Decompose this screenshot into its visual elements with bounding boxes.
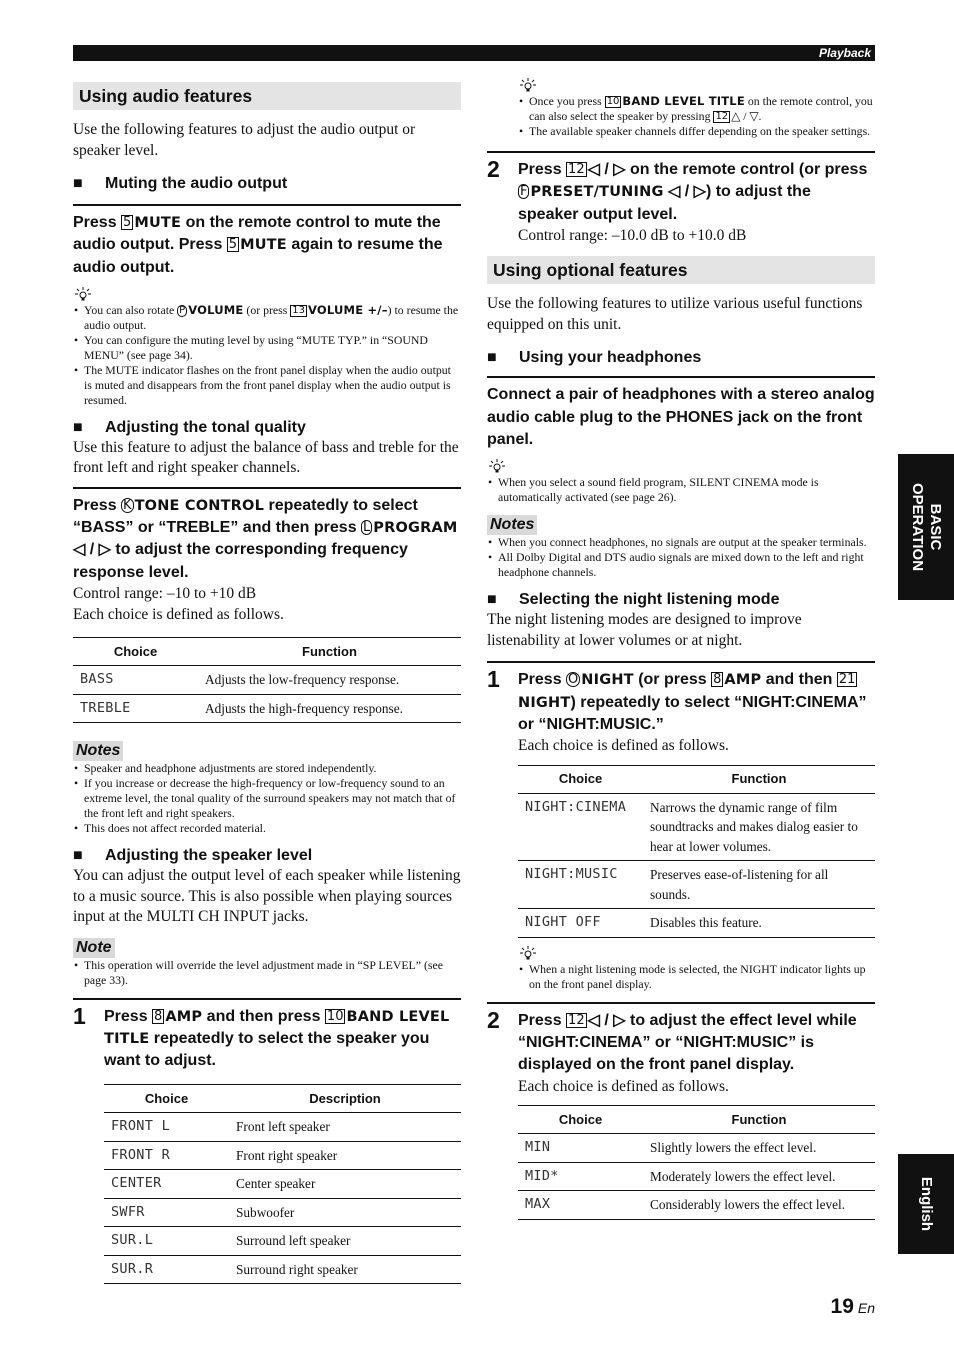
key-12-icon: 12: [568, 1012, 585, 1028]
key-8-icon: 8: [154, 1008, 163, 1024]
speaker-level-heading: ■ Adjusting the speaker level: [73, 847, 313, 865]
step-instruction: Press O NIGHT (or press 8 AMP and then 21NIGHT) repeatedly to select “NIGHT:CINEMA” or “NIGHT:MUSIC.”: [518, 671, 867, 733]
tonal-table: [73, 637, 461, 723]
list-item: • You can also rotate P VOLUME (or press 13 VOLUME +/–) to resume the audio output.: [73, 303, 461, 333]
step-instruction: Press 8 AMP and then press 10 BAND LEVEL TITLE repeatedly to select the speaker you want to adjust.: [104, 1007, 450, 1070]
key-8-icon: 8: [713, 672, 722, 688]
table-header: Description: [229, 1085, 461, 1113]
tonal-instruction: Press K TONE CONTROL repeatedly to select “BASS” or “TREBLE” and then press L PROGRAM ◁ / ▷ to adjust the corresponding frequency response level.: [73, 487, 461, 584]
list-item: • When you select a sound field program, SILENT CINEMA mode is automatically activated (see page 26).: [487, 475, 875, 505]
table-row: MID* Moderately lowers the effect level.: [518, 1162, 875, 1191]
key-21-icon: 21: [838, 672, 856, 688]
tonal-range: Control range: –10 to +10 dB: [73, 585, 257, 603]
speaker-table: [104, 1084, 461, 1284]
speaker-range: Control range: –10.0 dB to +10.0 dB: [518, 226, 747, 244]
key-5-icon: 5: [228, 237, 238, 253]
table-row: SUR.R Surround right speaker: [104, 1255, 461, 1284]
tip-icon: [519, 78, 875, 92]
section-title-audio-features: Using audio features: [73, 82, 461, 110]
notes-label: Notes: [73, 741, 123, 761]
speaker-step-2: [487, 151, 875, 246]
night-heading: ■ Selecting the night listening mode: [487, 591, 780, 609]
list-item: • If you increase or decrease the high-frequency or low-frequency sound to an extreme level, the tonal quality of the surround speakers may not match that of the front left and right speakers.: [73, 776, 461, 821]
table-header: Function: [643, 1106, 875, 1134]
step-instruction: Press 12 ◁ / ▷ on the remote control (or press F PRESET/TUNING ◁ / ▷) to adjust the speaker output level.: [518, 161, 868, 223]
header-bar: [73, 45, 875, 61]
page-number: 19 En: [830, 1295, 875, 1318]
table-row: TREBLE Adjusts the high-frequency response.: [73, 694, 461, 723]
mute-heading: ■ Muting the audio output: [73, 175, 288, 192]
headphones-instruction: Connect a pair of headphones with a stereo analog audio cable plug to the PHONES jack on the front panel.: [487, 376, 875, 451]
table-row: MIN Slightly lowers the effect level.: [518, 1134, 875, 1163]
note-label: Note: [73, 938, 115, 958]
step-instruction: Press 12 ◁ / ▷ to adjust the effect level while “NIGHT:CINEMA” or “NIGHT:MUSIC” is displayed on the front panel display.: [518, 1011, 857, 1074]
mute-tips: [73, 303, 461, 408]
optional-intro: Use the following features to utilize various useful functions equipped on this unit.: [487, 295, 863, 333]
side-tab-english[interactable]: English: [898, 1154, 954, 1254]
table-row: NIGHT:MUSIC Preserves ease-of-listening for all sounds.: [518, 861, 875, 909]
table-row: CENTER Center speaker: [104, 1170, 461, 1199]
speaker-tips: [518, 94, 875, 139]
table-row: NIGHT:CINEMA Narrows the dynamic range of film soundtracks and makes dialog easier to hear at lower volumes.: [518, 793, 875, 861]
list-item: • When a night listening mode is selected, the NIGHT indicator lights up on the front panel display.: [518, 962, 875, 992]
speaker-level-body: You can adjust the output level of each speaker while listening to a music source. This is also possible when playing sources input at the MULTI CH INPUT jacks.: [73, 867, 461, 926]
headphones-notes: [487, 535, 875, 580]
list-item: • This operation will override the level adjustment made in “SP LEVEL” (see page 33).: [73, 958, 461, 988]
speaker-step-1: [73, 998, 461, 1285]
night-level-each: Each choice is defined as follows.: [518, 1077, 729, 1095]
key-10-icon: 10: [326, 1008, 344, 1024]
mute-instruction: Press 5 MUTE on the remote control to mute the audio output. Press 5 MUTE again to resume the audio output.: [73, 204, 461, 279]
headphones-heading: ■ Using your headphones: [487, 349, 702, 367]
key-12-icon: 12: [715, 111, 729, 122]
key-f-icon: F: [520, 184, 528, 200]
list-item: • You can configure the muting level by using “MUTE TYP.” in “SOUND MENU” (see page 34).: [73, 333, 461, 363]
table-row: SWFR Subwoofer: [104, 1198, 461, 1227]
table-header: Choice: [518, 765, 643, 793]
night-tips: [518, 962, 875, 992]
section-label: Playback: [818, 46, 871, 60]
night-level-table: [518, 1105, 875, 1220]
night-body: The night listening modes are designed to improve listenability at lower volumes or at night.: [487, 611, 802, 649]
right-column: [487, 82, 875, 1220]
night-step-2: [487, 1002, 875, 1220]
key-10-icon: 10: [606, 96, 620, 107]
table-row: NIGHT OFF Disables this feature.: [518, 909, 875, 938]
table-row: MAX Considerably lowers the effect level.: [518, 1191, 875, 1220]
list-item: • Speaker and headphone adjustments are stored independently.: [73, 761, 461, 776]
list-item: • Once you press 10 BAND LEVEL TITLE on the remote control, you can also select the speaker by pressing 12 △ / ▽.: [518, 94, 875, 124]
key-p-icon: P: [179, 304, 186, 316]
table-row: SUR.L Surround left speaker: [104, 1227, 461, 1256]
night-step-1: [487, 661, 875, 991]
key-12-icon: 12: [568, 162, 585, 177]
step-number: 2: [487, 156, 500, 182]
list-item: • All Dolby Digital and DTS audio signals are mixed down to the left and right headphone channels.: [487, 550, 875, 580]
notes-label: Notes: [487, 515, 537, 535]
key-k-icon: K: [123, 497, 132, 513]
tonal-each: Each choice is defined as follows.: [73, 605, 284, 623]
tip-icon: [74, 287, 461, 301]
table-header: Function: [643, 765, 875, 793]
table-row: FRONT L Front left speaker: [104, 1113, 461, 1142]
list-item: • The MUTE indicator flashes on the front panel display when the audio output is muted and disappears from the front panel display when the audio output is resumed.: [73, 363, 461, 408]
night-table: [518, 765, 875, 938]
step-number: 1: [487, 666, 500, 693]
headphones-tips: [487, 475, 875, 505]
section-title-optional-features: Using optional features: [487, 256, 875, 284]
key-o-icon: O: [568, 672, 579, 688]
step-number: 2: [487, 1006, 500, 1033]
speaker-note: [73, 958, 461, 988]
table-header: Choice: [73, 638, 198, 666]
night-each: Each choice is defined as follows.: [518, 737, 729, 755]
left-column: [73, 82, 461, 1284]
table-header: Function: [198, 638, 461, 666]
tonal-notes: [73, 761, 461, 836]
key-5-icon: 5: [123, 215, 132, 230]
step-number: 1: [73, 1002, 86, 1029]
list-item: • When you connect headphones, no signals are output at the speaker terminals.: [487, 535, 875, 550]
tonal-heading: ■ Adjusting the tonal quality: [73, 418, 306, 436]
table-row: BASS Adjusts the low-frequency response.: [73, 666, 461, 695]
key-l-icon: L: [363, 520, 371, 536]
table-header: Choice: [518, 1106, 643, 1134]
list-item: • The available speaker channels differ depending on the speaker settings.: [518, 124, 875, 139]
tip-icon: [519, 946, 875, 960]
audio-intro: Use the following features to adjust the audio output or speaker level.: [73, 121, 416, 159]
table-header: Choice: [104, 1085, 229, 1113]
table-row: FRONT R Front right speaker: [104, 1141, 461, 1170]
list-item: • This does not affect recorded material.: [73, 821, 461, 836]
key-13-icon: 13: [292, 304, 306, 316]
tip-icon: [488, 459, 875, 473]
tonal-body: Use this feature to adjust the balance of bass and treble for the front left and right speaker channels.: [73, 438, 459, 477]
side-tab-basic-operation[interactable]: BASIC OPERATION: [898, 454, 954, 600]
